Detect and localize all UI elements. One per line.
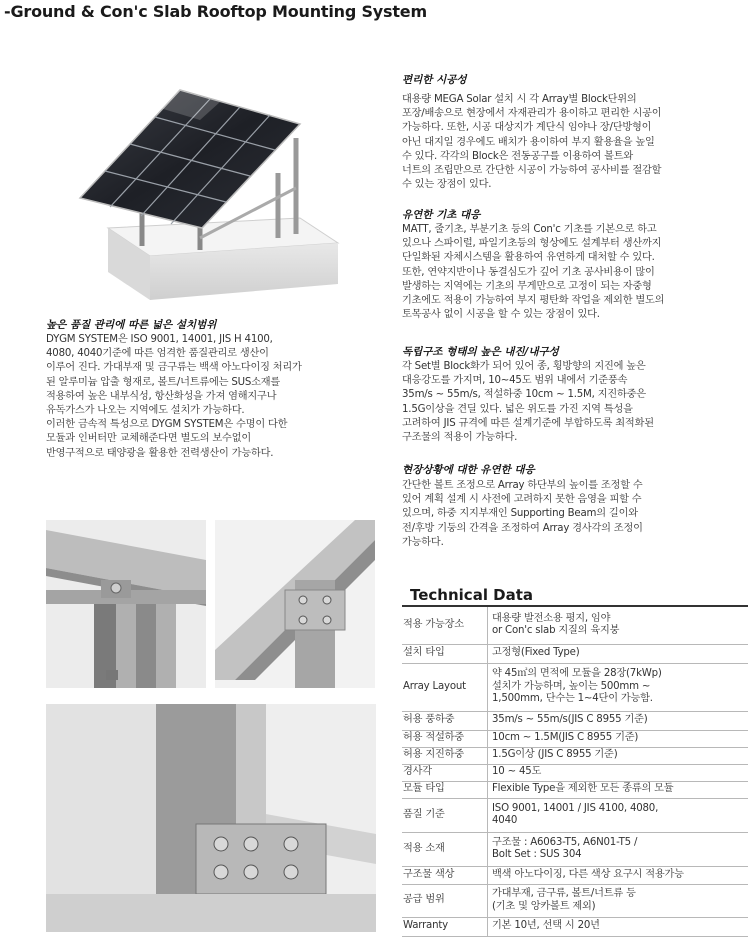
quality-heading: 높은 품질 관리에 따른 넓은 설치범위 — [46, 319, 217, 331]
spec-value: 10 ~ 45도 — [488, 764, 748, 781]
spec-label: 모듈 타입 — [402, 781, 488, 798]
table-row — [402, 747, 748, 764]
spec-label: 허용 지진하중 — [402, 747, 488, 764]
spec-label: Array Layout — [402, 663, 488, 711]
table-row — [402, 866, 748, 884]
table-row — [402, 644, 748, 663]
table-row — [402, 607, 748, 644]
spec-value: 약 45㎡의 면적에 모듈을 28장(7kWp) 설치가 가능하며, 높이는 500mm ~ 1,500mm, 단수는 1~4단이 가능함. — [488, 663, 748, 711]
spec-label: Warranty — [402, 917, 488, 936]
seismic-heading: 독립구조 형태의 높은 내진/내구성 — [402, 346, 559, 358]
spec-label: 품질 기준 — [402, 798, 488, 832]
base-plate-image — [46, 704, 376, 932]
spec-value: Flexible Type을 제외한 모든 종류의 모듈 — [488, 781, 748, 798]
spec-value: 구조물 : A6063-T5, A6N01-T5 / Bolt Set : SUS 304 — [488, 832, 748, 866]
spec-label: 공급 범위 — [402, 884, 488, 917]
table-row — [402, 764, 748, 781]
spec-value: 대용량 발전소용 평지, 임야 or Con'c slab 지질의 육지붕 — [488, 607, 748, 644]
spec-value: 기본 10년, 선택 시 20년 — [488, 917, 748, 936]
spec-label: 구조물 색상 — [402, 866, 488, 884]
table-row — [402, 730, 748, 747]
spec-value: 10cm ~ 1.5M(JIS C 8955 기준) — [488, 730, 748, 747]
convenient-body: 대용량 MEGA Solar 설치 시 각 Array별 Block단위의 포장/배송으로 현장에서 자재관리가 용이하고 편리한 시공이 가능하다. 또한, 시공 대상지가 계단식 임야나 장/단방형이 아닌 대지일 경우에도 배치가 용이하여 부지 활용율을 높일 수 있다. 각각의 Block은 전동공구를 이용하여 볼트와 너트의 조립만으로 간단한 시공이 가능하여 공사비를 절감할 수 있는 장점이 있다. — [402, 94, 662, 191]
spec-label: 경사각 — [402, 764, 488, 781]
spec-label: 허용 풍하중 — [402, 711, 488, 730]
table-row — [402, 798, 748, 832]
spec-label: 설치 타입 — [402, 644, 488, 663]
seismic-body: 각 Set별 Block화가 되어 있어 종, 횡방향의 지진에 높은 대응강도를 가지며, 10~45도 범위 내에서 기준풍속 35m/s ~ 55m/s, 적설하중 10cm ~ 1.5M, 지진하중은 1.5G이상을 견딜 있다. 넓은 위도를 가진 지역 특성을 고려하여 JIS 규격에 따른 설계기준에 부합하도록 최적화된 구조물의 적용이 가능하다. — [402, 361, 654, 444]
table-row — [402, 917, 748, 936]
quality-body: DYGM SYSTEM은 ISO 9001, 14001, JIS H 4100, 4080, 4040기준에 따른 엄격한 품질관리로 생산이 이루어 진다. 가대부재 및 금구류는 백색 아노다이징 처리가 된 알루미늄 압출 형재로, 볼트/너트류에는 SUS소재를 적용하여 높은 내부식성, 항산화성을 가져 염해지구나 유독가스가 나오는 지역에도 설치가 가능하다. 이러한 금속적 특성으로 DYGM SYSTEM은 수명이 다한 모듈과 인버터만 교체해준다면 별도의 보수없이 반영구적으로 태양광을 활용한 전력생산이 가능하다. — [46, 334, 302, 459]
spec-value: 고정형(Fixed Type) — [488, 644, 748, 663]
spec-label: 허용 적설하중 — [402, 730, 488, 747]
site-heading: 현장상황에 대한 유연한 대응 — [402, 464, 535, 476]
spec-value: 가대부재, 금구류, 볼트/너트류 등 (기초 및 앙카볼트 제외) — [488, 884, 748, 917]
spec-label: 적용 소재 — [402, 832, 488, 866]
technical-data-table — [402, 607, 748, 937]
rail-detail-image — [46, 520, 206, 688]
table-row — [402, 781, 748, 798]
spec-label: 적용 가능장소 — [402, 607, 488, 644]
convenient-heading: 편리한 시공성 — [402, 74, 467, 86]
spec-value: 1.5G이상 (JIS C 8955 기준) — [488, 747, 748, 764]
technical-data-title: Technical Data — [410, 586, 534, 604]
spec-value: 35m/s ~ 55m/s(JIS C 8955 기준) — [488, 711, 748, 730]
spec-value: 백색 아노다이징, 다른 색상 요구시 적용가능 — [488, 866, 748, 884]
solar-array-image — [60, 78, 375, 310]
table-row — [402, 884, 748, 917]
table-row — [402, 832, 748, 866]
spec-value: ISO 9001, 14001 / JIS 4100, 4080, 4040 — [488, 798, 748, 832]
page-title: -Ground & Con'c Slab Rooftop Mounting System — [4, 2, 427, 21]
table-row — [402, 711, 748, 730]
site-body: 간단한 볼트 조정으로 Array 하단부의 높이를 조정할 수 있어 계획 설계 시 사전에 고려하지 못한 음영을 피할 수 있으며, 하중 지지부재인 Supporting Beam의 길이와 전/후방 기둥의 간격을 조정하여 Array 경사각의 조정이 가능하다. — [402, 480, 643, 548]
column-joint-image — [215, 520, 375, 688]
table-row — [402, 663, 748, 711]
foundation-heading: 유연한 기초 대응 — [402, 209, 481, 221]
foundation-body: MATT, 줄기초, 부분기초 등의 Con'c 기초를 기본으로 하고 있으나 스파이럴, 파일기초등의 형상에도 설계부터 생산까지 단일화된 자체시스템을 활용하여 유연하게 대처할 수 있다. 또한, 연약지반이나 동결심도가 깊어 기초 공사비용이 많이 발생하는 지역에는 기초의 무게만으로 고정이 되는 자중형 기초에도 적용이 가능하여 부지 평탄화 작업을 제외한 별도의 토목공사 없이 시공을 할 수 있는 장점이 있다. — [402, 224, 665, 321]
